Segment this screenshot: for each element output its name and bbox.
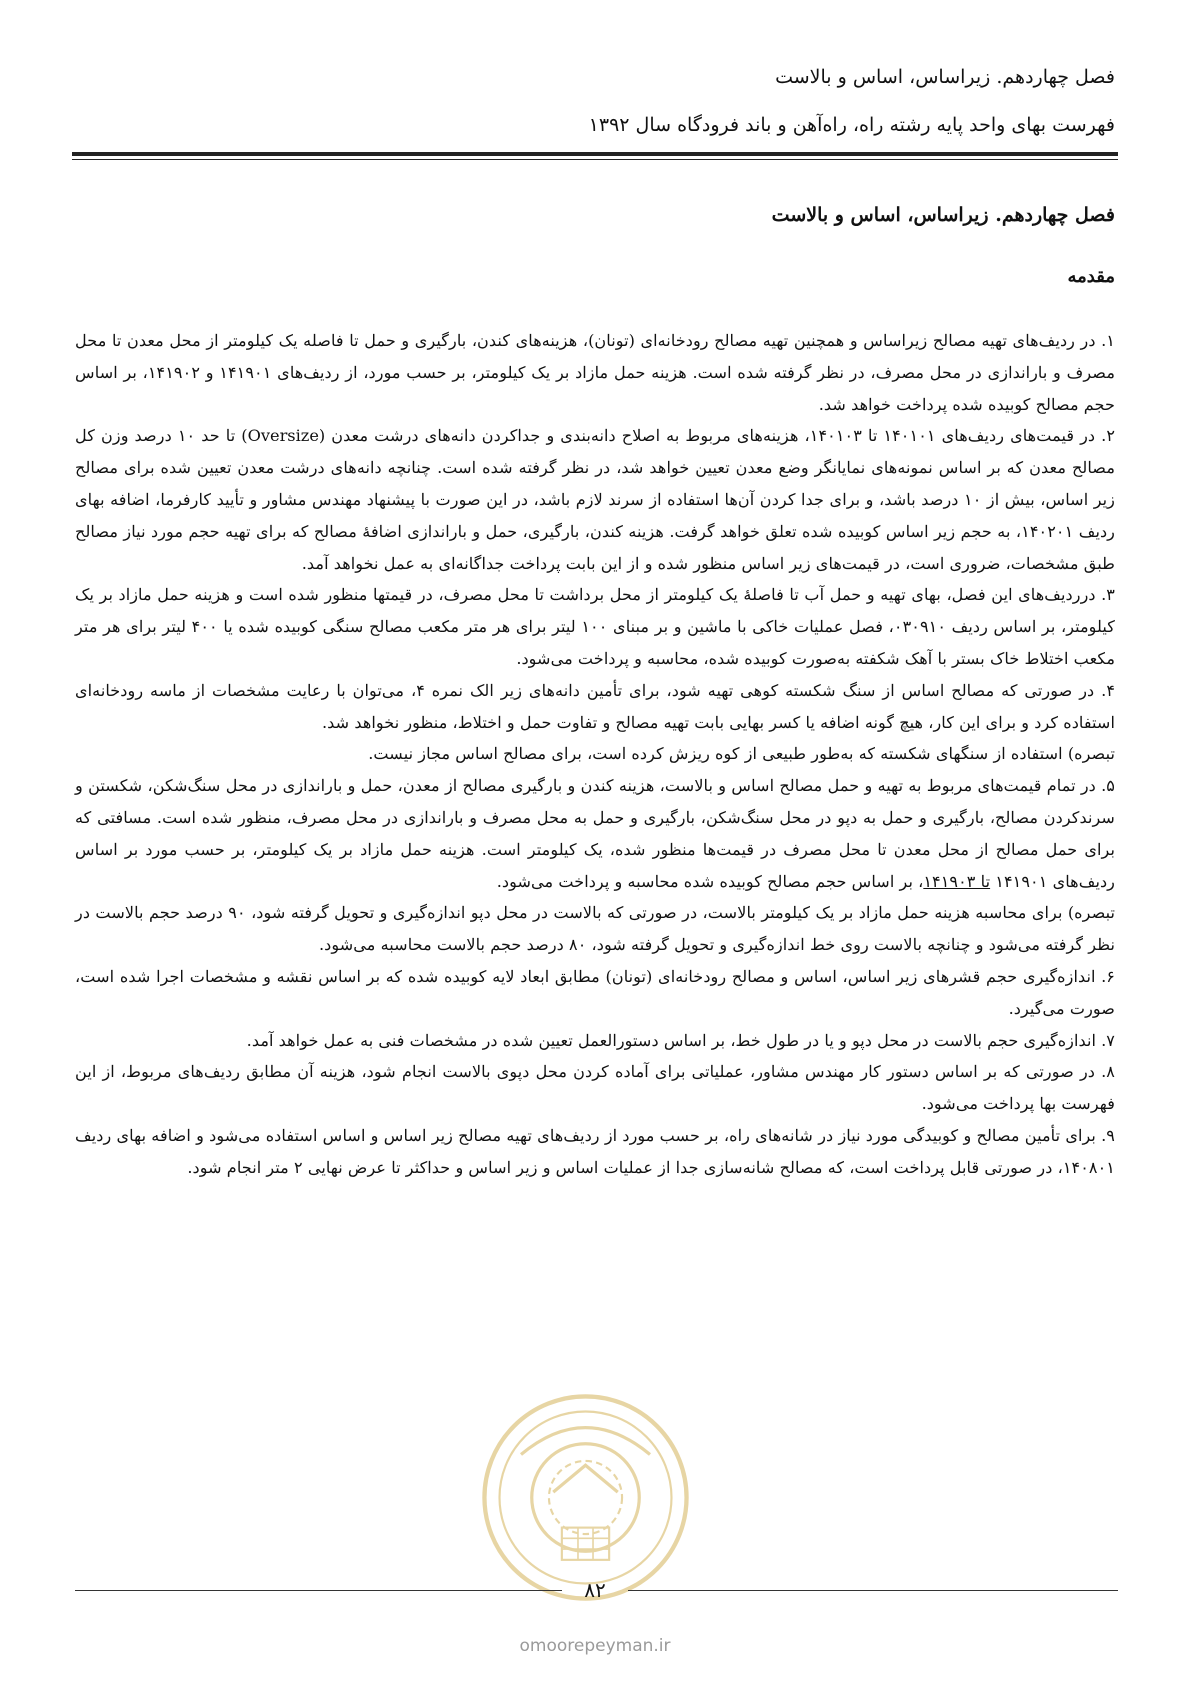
paragraph-5-tail: ، بر اساس حجم مصالح کوبیده شده محاسبه و پرداخت می‌شود. (496, 871, 924, 891)
page-number: ۸۲ (584, 1578, 606, 1602)
note-5: تبصره) برای محاسبه هزینه حمل مازاد بر یک کیلومتر بالاست، در صورتی که بالاست در محل دپو اندازه‌گیری و تحویل گرفته شود، ۹۰ درصد حجم بالاست در نظر گرفته می‌شود و چنانچه بالاست روی خط اندازه‌گیری و تحویل گرفته شود، ۸۰ درصد حجم بالاست محاسبه می‌شود. (75, 903, 1116, 955)
header-rule-thin (72, 159, 1118, 160)
site-watermark-text[interactable]: omoorepeyman.ir (519, 1636, 671, 1656)
paragraph-5-underlined: تا ۱۴۱۹۰۳ (923, 871, 991, 891)
footer-rule-left (75, 1590, 562, 1591)
intro-heading: مقدمه (1067, 266, 1115, 287)
paragraph-8: ۸. در صورتی که بر اساس دستور کار مهندس مشاور، عملیاتی برای آماده کردن محل دپوی بالاست انجام شود، هزینه آن مطابق ردیف‌های مربوط، از این فهرست بها پرداخت می‌شود. (75, 1062, 1115, 1114)
paragraph-5 (75, 770, 1115, 897)
paragraph-3: ۳. درردیف‌های این فصل، بهای تهیه و حمل آب تا فاصلهٔ یک کیلومتر از محل برداشت تا محل مصرف، در قیمتها منظور شده است و هزینه حمل مازاد بر یک کیلومتر، بر اساس ردیف ۰۳۰۹۱۰، فصل عملیات خاکی با ماشین و بر مبنای ۱۰۰ لیتر برای هر متر مکعب مصالح سنگی کوبیده شده یا ۴۰۰ لیتر برای هر متر مکعب اختلاط خاک بستر با آهک شکفته به‌صورت کوبیده شده، محاسبه و پرداخت می‌شود. (75, 585, 1115, 668)
paragraph-4: ۴. در صورتی که مصالح اساس از سنگ شکسته کوهی تهیه شود، برای تأمین دانه‌های زیر الک نمره ۴، می‌توان با رعایت مشخصات از ماسه رودخانه‌ای استفاده کرد و برای این کار، هیچ گونه اضافه یا کسر بهایی بابت تهیه مصالح و تفاوت حمل و اختلاط، منظور نخواهد شد. (75, 680, 1116, 732)
paragraph-6: ۶. اندازه‌گیری حجم قشرهای زیر اساس، اساس و مصالح رودخانه‌ای (تونان) مطابق ابعاد لایه کوبیده شده که بر اساس نقشه و مشخصات اجرا شده است، صورت می‌گیرد. (75, 966, 1115, 1018)
paragraph-7: ۷. اندازه‌گیری حجم بالاست در محل دپو و یا در طول خط، بر اساس دستورالعمل تعیین شده در مشخصات فنی به عمل خواهد آمد. (246, 1030, 1115, 1050)
header-chapter: فصل چهاردهم. زیراساس، اساس و بالاست (775, 66, 1115, 88)
seal-watermark-icon (478, 1390, 693, 1605)
paragraph-9: ۹. برای تأمین مصالح و کوبیدگی مورد نیاز در شانه‌های راه، بر حسب مورد از ردیف‌های تهیه مصالح زیر اساس و اساس استفاده می‌شود و اضافه بهای ردیف ۱۴۰۸۰۱، در صورتی قابل پرداخت است، که مصالح شانه‌سازی جدا از عملیات اساس و زیر اساس و حداکثر تا عرض نهایی ۲ متر انجام شود. (75, 1125, 1115, 1177)
paragraph-5-text: ۵. در تمام قیمت‌های مربوط به تهیه و حمل مصالح اساس و بالاست، هزینه کندن و بارگیری مصالح از معدن، حمل و باراندازی در محل سنگ‌شکن، شکستن و سرندکردن مصالح، بارگیری و حمل به دپو در محل سنگ‌شکن، بارگیری و حمل به محل مصرف و باراندازی در محل مصرف، منظور شده است. مسافتی که برای حمل مصالح از محل معدن تا محل مصرف در قیمت‌ها منظور شده، یک کیلومتر است. هزینه حمل مازاد بر یک کیلومتر، بر حسب مورد بر اساس ردیف‌های ۱۴۱۹۰۱ (75, 776, 1115, 891)
body-text (75, 325, 1115, 1184)
header-rule-thick (72, 152, 1118, 156)
running-header (75, 62, 1115, 140)
note-4: تبصره) استفاده از سنگهای شکسته که به‌طور طبیعی از کوه ریزش کرده است، برای مصالح اساس مجاز نیست. (368, 744, 1115, 764)
header-catalog-title: فهرست بهای واحد پایه رشته راه، راه‌آهن و باند فرودگاه سال ۱۳۹۲ (588, 114, 1115, 136)
paragraph-2: ۲. در قیمت‌های ردیف‌های ۱۴۰۱۰۱ تا ۱۴۰۱۰۳، هزینه‌های مربوط به اصلاح دانه‌بندی و جداکردن دانه‌های درشت معدن (Oversize) تا حد ۱۰ درصد وزن کل مصالح معدن که بر اساس نمونه‌های نمایانگر وضع معدن تعیین خواهد شد، در نظر گرفته شده است. چنانچه دانه‌های درشت معدن تعیین شده برای مصالح زیر اساس، بیش از ۱۰ درصد باشد، و برای جدا کردن آن‌ها استفاده از سرند لازم باشد، در این صورت با پیشنهاد مهندس مشاور و تأیید کارفرما، اضافه بهای ردیف ۱۴۰۲۰۱، به حجم زیر اساس کوبیده شده تعلق خواهد گرفت. هزینه کندن، بارگیری، حمل و باراندازی اضافهٔ مصالح که برای تهیه حجم مورد نیاز مصالح طبق مشخصات، ضروری است، در قیمت‌های زیر اساس منظور شده و از این بابت پرداخت جداگانه‌ای به عمل نخواهد آمد. (75, 426, 1116, 573)
footer-rule-right (628, 1590, 1118, 1591)
paragraph-1: ۱. در ردیف‌های تهیه مصالح زیراساس و همچنین تهیه مصالح رودخانه‌ای (تونان)، هزینه‌های کندن، بارگیری و حمل تا فاصله یک کیلومتر از محل معدن تا محل مصرف و باراندازی در محل مصرف، در نظر گرفته شده است. هزینه حمل مازاد بر یک کیلومتر، بر حسب مورد، از ردیف‌های ۱۴۱۹۰۱ و ۱۴۱۹۰۲، بر اساس حجم مصالح کوبیده شده پرداخت خواهد شد. (75, 331, 1115, 414)
chapter-title: فصل چهاردهم. زیراساس، اساس و بالاست (771, 204, 1115, 226)
